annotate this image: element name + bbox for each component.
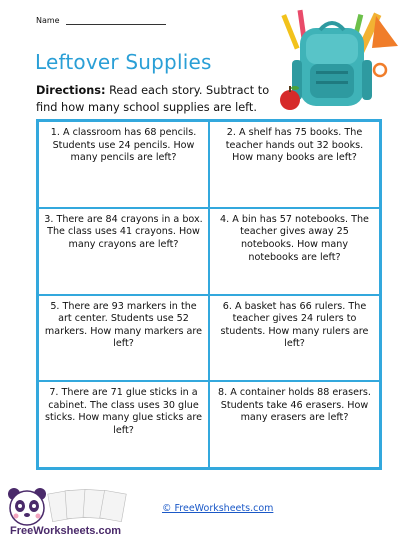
backpack-illustration	[272, 8, 402, 114]
name-label: Name	[36, 16, 60, 25]
freeworksheets-link[interactable]: © FreeWorksheets.com	[162, 503, 274, 514]
apple-icon	[280, 90, 300, 110]
problem-3: 3. There are 84 crayons in a box. The class uses 41 crayons. How many crayons are left?	[38, 208, 209, 295]
problem-4: 4. A bin has 57 notebooks. The teacher gives away 25 notebooks. How many notebooks are left?	[209, 208, 380, 295]
problem-6: 6. A basket has 66 rulers. The teacher gives 24 rulers to students. How many rulers are left?	[209, 295, 380, 382]
problem-2: 2. A shelf has 75 books. The teacher hands out 32 books. How many books are left?	[209, 121, 380, 208]
problem-1: 1. A classroom has 68 pencils. Students use 24 pencils. How many pencils are left?	[38, 121, 209, 208]
problems-grid	[36, 119, 382, 470]
directions-text: Read each story. Subtract to find how many school supplies are left.	[36, 84, 270, 114]
triangle-ruler-icon	[372, 16, 398, 48]
directions	[36, 82, 276, 116]
directions-label: Directions:	[36, 84, 106, 97]
worksheet-title: Leftover Supplies	[35, 50, 212, 74]
name-blank-line[interactable]	[66, 16, 166, 25]
problem-7: 7. There are 71 glue sticks in a cabinet. The class uses 30 glue sticks. How many glue sticks are left?	[38, 381, 209, 468]
pencil-icon	[281, 14, 299, 49]
problem-5: 5. There are 93 markers in the art center. Students use 52 markers. How many markers are left?	[38, 295, 209, 382]
problem-8: 8. A container holds 88 erasers. Students take 46 erasers. How many erasers are left?	[209, 381, 380, 468]
logo-text: FreeWorksheets.com	[10, 525, 122, 537]
panda-icon	[8, 488, 46, 525]
name-field	[36, 16, 166, 25]
freeworksheets-logo	[6, 486, 144, 538]
